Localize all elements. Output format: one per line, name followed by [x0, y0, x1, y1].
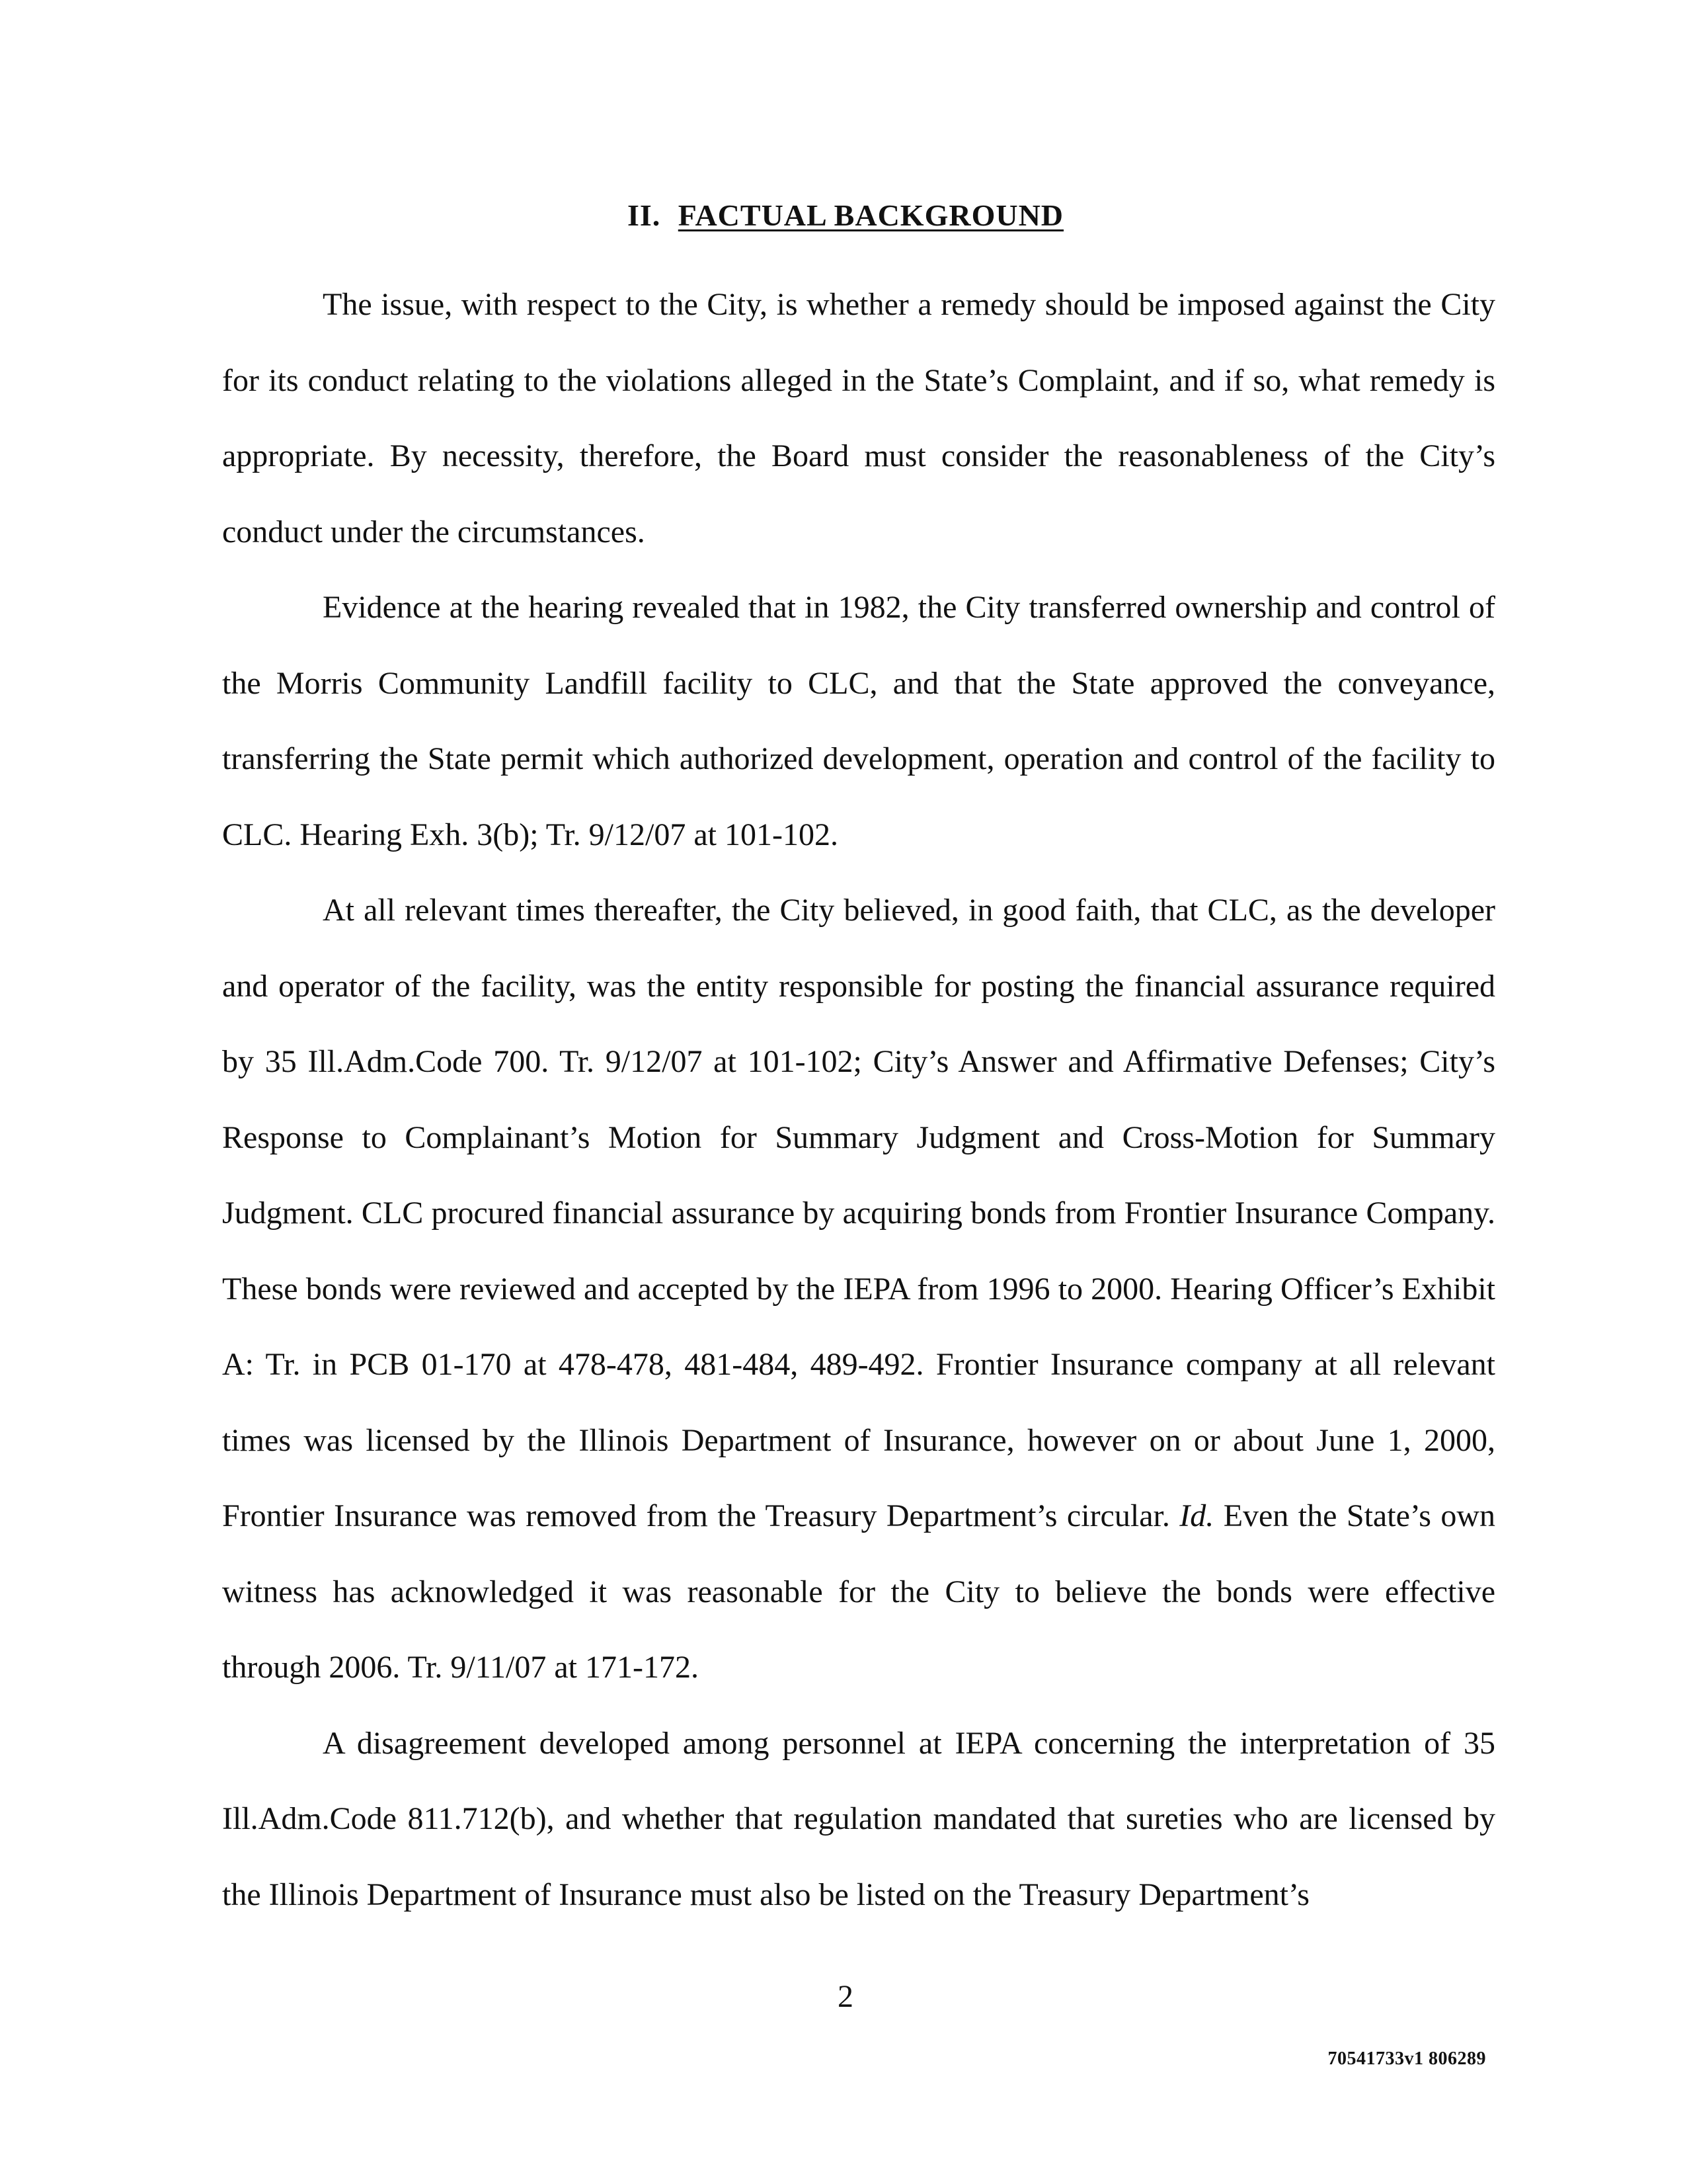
page-number: 2	[838, 1979, 853, 2014]
paragraph-financial-assurance-part-2: Even the State’s own witness has acknowledged it was reasonable for the City to believe the bonds were effective through 2006. Tr. 9/11/07 at 171-172.	[222, 1498, 1496, 1685]
paragraph-issue: The issue, with respect to the City, is whether a remedy should be imposed against the City for its conduct relating to the violations alleged in the State’s Complaint, and if so, what remedy is appropriate. By necessity, therefore, the Board must consider the reasonableness of the City’s conduct under the circumstances.	[222, 287, 1495, 549]
paragraph-financial-assurance	[222, 873, 1495, 1706]
body-text	[222, 267, 1495, 1933]
section-title: FACTUAL BACKGROUND	[678, 198, 1064, 232]
paragraph-evidence: Evidence at the hearing revealed that in 1982, the City transferred ownership and control of the Morris Community Landfill facility to CLC, and that the State approved the conveyance, transferring the State permit which authorized development, operation and control of the facility to CLC. Hearing Exh. 3(b); Tr. 9/12/07 at 101-102.	[222, 590, 1495, 852]
paragraph-financial-assurance-part-1: At all relevant times thereafter, the City believed, in good faith, that CLC, as the developer and operator of the facility, was the entity responsible for posting the financial assurance required by 35 Ill.Adm.Code 700. Tr. 9/12/07 at 101-102; City’s Answer and Affirmative Defenses; City’s Response to Complainant’s Motion for Summary Judgment and Cross-Motion for Summary Judgment. CLC procured financial assurance by acquiring bonds from Frontier Insurance Company. These bonds were reviewed and accepted by the IEPA from 1996 to 2000. Hearing Officer’s Exhibit A: Tr. in PCB 01-170 at 478-478, 481-484, 489-492. Frontier Insurance company at all relevant times was licensed by the Illinois Department of Insurance, however on or about June 1, 2000, Frontier Insurance was removed from the Treasury Department’s circular.	[222, 893, 1495, 1533]
paragraph-disagreement: A disagreement developed among personnel at IEPA concerning the interpretation of 35 Ill.Adm.Code 811.712(b), and whether that regulation mandated that sureties who are licensed by the Illinois Department of Insurance must also be listed on the Treasury Department’s	[222, 1725, 1495, 1912]
section-number: II.	[627, 198, 661, 232]
section-heading	[0, 196, 1691, 235]
citation-id: Id.	[1179, 1498, 1214, 1533]
document-id: 70541733v1 806289	[1327, 2048, 1486, 2069]
